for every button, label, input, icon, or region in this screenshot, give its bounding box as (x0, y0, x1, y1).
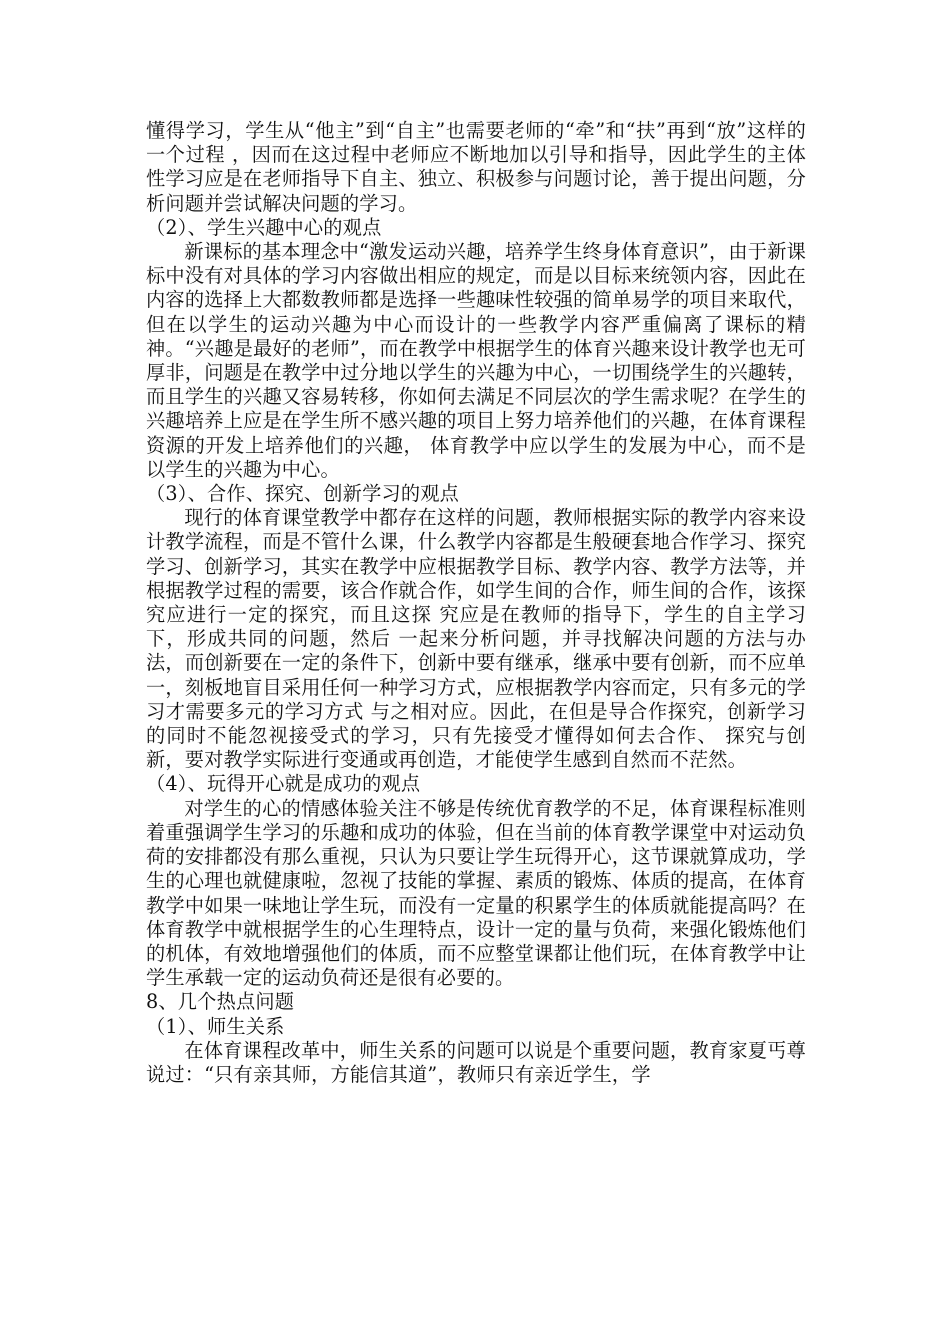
heading-having-fun: （4）、玩得开心就是成功的观点 (146, 772, 421, 796)
paragraph-intro-continuation: 懂得学习，学生从“他主”到“自主”也需要老师的“牵”和“扶”再到“放”这样的一个过程 ，因而在这过程中老师应不断地加以引导和指导，因此学生的主体性学习应是在老师指导下自主、独立、积极参与问题讨论，善于提出问题，分析问题并尝试解决问题的学习。 (146, 119, 806, 215)
heading-cooperation-inquiry: （3）、合作、探究、创新学习的观点 (146, 482, 460, 506)
paragraph-teacher-student-relation: 在体育课程改革中，师生关系的问题可以说是个重要问题，教育家夏丐尊说过：“只有亲其师，方能信其道”，教师只有亲近学生，学 (146, 1038, 806, 1086)
paragraph-having-fun: 对学生的心的情感体验关注不够是传统优育教学的不足，体育课程标准则着重强调学生学习的乐趣和成功的体验，但在当前的体育教学课堂中对运动负荷的安排都没有那么重视，只认为只要让学生玩得开心，这节课就算成功，学生的心理也就健康啦，忽视了技能的掌握、素质的锻炼、体质的提高，在体育教学中如果一味地让学生玩，而没有一定量的积累学生的体质就能提高吗？在体育教学中就根据学生的心生理特点，设计一定的量与负荷，来强化锻炼他们的机体，有效地增强他们的体质，而不应整堂课都让他们玩，在体育教学中让学生承载一定的运动负荷还是很有必要的。 (146, 796, 806, 990)
heading-teacher-student-relation: （1）、师生关系 (146, 1014, 285, 1038)
heading-hot-issues: 8、几个热点问题 (146, 990, 295, 1014)
heading-student-interest: （2）、学生兴趣中心的观点 (146, 215, 382, 239)
document-page (146, 119, 806, 1087)
paragraph-student-interest: 新课标的基本理念中“激发运动兴趣，培养学生终身体育意识”，由于新课标中没有对具体的学习内容做出相应的规定，而是以目标来统领内容，因此在内容的选择上大都数教师都是选择一些趣味性较强的简单易学的项目来取代，但在以学生的运动兴趣为中心而设计的一些教学内容严重偏离了课标的精神。“兴趣是最好的老师”，而在教学中根据学生的体育兴趣来设计教学也无可厚非，问题是在教学中过分地以学生的兴趣为中心，一切围绕学生的兴趣转，而且学生的兴趣又容易转移，你如何去满足不同层次的学生需求呢？在学生的兴趣培养上应是在学生所不感兴趣的项目上努力培养他们的兴趣，在体育课程资源的开发上培养他们的兴趣， 体育教学中应以学生的发展为中心，而不是以学生的兴趣为中心。 (146, 240, 806, 481)
paragraph-cooperation-inquiry: 现行的体育课堂教学中都存在这样的问题，教师根据实际的教学内容来设计教学流程，而是不管什么课，什么教学内容都是生般硬套地合作学习、探究学习、创新学习，其实在教学中应根据教学目标、教学内容、教学方法等，并根据教学过程的需要，该合作就合作，如学生间的合作，师生间的合作，该探究应进行一定的探究，而且这探 究应是在教师的指导下，学生的自主学习下，形成共同的问题，然后 一起来分析问题，并寻找解决问题的方法与办法，而创新要在一定的条件下，创新中要有继承，继承中要有创新，而不应单一，刻板地盲目采用任何一种学习方式，应根据教学内容而定，只有多元的学习才需要多元的学习方式 与之相对应。因此，在但是导合作探究，创新学习的同时不能忽视接受式的学习，只有先接受才懂得如何去合作、 探究与创新，要对教学实际进行变通或再创造，才能使学生感到自然而不茫然。 (146, 506, 806, 772)
